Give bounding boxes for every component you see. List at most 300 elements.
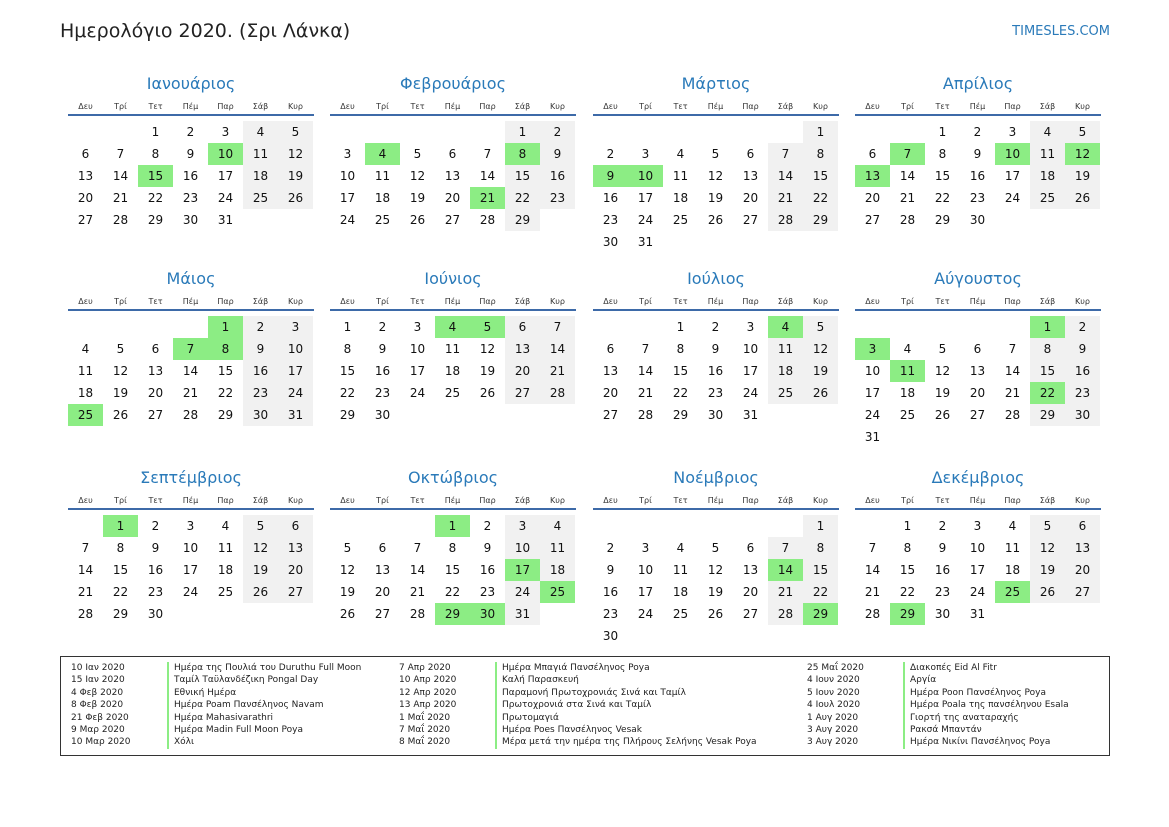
weekday-label: Σάβ bbox=[777, 101, 794, 111]
empty-cell bbox=[995, 603, 1030, 625]
day-cell: 17 bbox=[864, 386, 881, 400]
day-cell: 14 bbox=[409, 563, 426, 577]
day-cell: 11 bbox=[1030, 143, 1065, 165]
month-name: Ιούνιος bbox=[424, 269, 482, 288]
holiday-name: Καλή Παρασκευή bbox=[495, 674, 579, 686]
page-title: Ημερολόγιο 2020. (Σρι Λάνκα) bbox=[60, 20, 351, 42]
day-cell: 14 bbox=[1004, 364, 1021, 378]
day-cell: 15 bbox=[803, 559, 838, 581]
day-cell: 28 bbox=[540, 382, 575, 404]
week-row bbox=[855, 603, 1101, 625]
weekday-label: Σάβ bbox=[514, 495, 531, 505]
day-cell: 23 bbox=[602, 213, 619, 227]
day-cell: 19 bbox=[707, 191, 724, 205]
day-cell: 18 bbox=[77, 386, 94, 400]
empty-cell bbox=[1030, 603, 1065, 625]
holiday-date: 9 Μαρ 2020 bbox=[71, 724, 125, 735]
day-cell: 9 bbox=[1065, 338, 1100, 360]
day-cell: 12 bbox=[707, 169, 724, 183]
month-block bbox=[593, 73, 839, 253]
day-cell: 30 bbox=[182, 213, 199, 227]
month-block bbox=[68, 268, 314, 426]
day-cell: 20 bbox=[505, 360, 540, 382]
day-cell: 13 bbox=[742, 169, 759, 183]
weekday-label: Πέμ bbox=[182, 495, 199, 505]
day-cell: 14 bbox=[182, 364, 199, 378]
day-cell: 29 bbox=[147, 213, 164, 227]
day-cell: 10 bbox=[864, 364, 881, 378]
day-cell: 28 bbox=[768, 603, 803, 625]
holiday-name: Αργία bbox=[903, 674, 936, 686]
day-cell: 18 bbox=[768, 360, 803, 382]
day-cell: 28 bbox=[768, 209, 803, 231]
day-cell: 22 bbox=[934, 191, 951, 205]
day-cell: 15 bbox=[217, 364, 234, 378]
day-cell: 10 bbox=[409, 342, 426, 356]
weekday-header bbox=[593, 293, 839, 311]
weekday-label: Πέμ bbox=[707, 101, 724, 111]
weekday-label: Δευ bbox=[78, 101, 93, 111]
empty-cell bbox=[593, 515, 628, 537]
weekday-label: Κυρ bbox=[550, 101, 565, 111]
day-cell: 29 bbox=[803, 209, 838, 231]
day-cell: 6 bbox=[278, 515, 313, 537]
day-cell: 26 bbox=[1030, 581, 1065, 603]
weekday-label: Τρί bbox=[901, 296, 914, 306]
day-cell: 14 bbox=[768, 165, 803, 187]
weekday-header bbox=[68, 492, 314, 510]
day-cell: 18 bbox=[444, 364, 461, 378]
empty-cell bbox=[278, 209, 313, 231]
holiday-date: 4 Ιουν 2020 bbox=[807, 675, 860, 686]
day-cell: 22 bbox=[444, 585, 461, 599]
empty-cell bbox=[733, 121, 768, 143]
day-cell: 23 bbox=[602, 607, 619, 621]
week-row bbox=[593, 316, 839, 338]
day-cell: 21 bbox=[637, 386, 654, 400]
day-cell: 23 bbox=[182, 191, 199, 205]
month-block bbox=[68, 73, 314, 231]
day-cell: 2 bbox=[1065, 316, 1100, 338]
weekday-label: Δευ bbox=[865, 296, 880, 306]
weekday-label: Πέμ bbox=[707, 296, 724, 306]
day-cell: 26 bbox=[479, 386, 496, 400]
day-grid bbox=[68, 311, 314, 426]
day-cell: 14 bbox=[637, 364, 654, 378]
day-cell: 17 bbox=[339, 191, 356, 205]
day-cell: 29 bbox=[435, 603, 470, 625]
day-cell: 1 bbox=[803, 515, 838, 537]
week-row bbox=[855, 581, 1101, 603]
empty-cell bbox=[890, 426, 925, 448]
day-cell: 17 bbox=[505, 559, 540, 581]
day-cell: 17 bbox=[278, 360, 313, 382]
day-cell: 11 bbox=[768, 338, 803, 360]
day-cell: 27 bbox=[969, 408, 986, 422]
day-cell: 19 bbox=[1065, 165, 1100, 187]
day-cell: 28 bbox=[899, 213, 916, 227]
empty-cell bbox=[925, 426, 960, 448]
holiday-name: Ημέρα Poala της πανσέληνου Esala bbox=[903, 699, 1069, 711]
empty-cell bbox=[330, 121, 365, 143]
month-name: Ιανουάριος bbox=[146, 74, 236, 93]
day-cell: 27 bbox=[505, 382, 540, 404]
site-link[interactable]: TIMESLES.COM bbox=[1012, 24, 1110, 39]
day-cell: 29 bbox=[505, 209, 540, 231]
day-cell: 14 bbox=[77, 563, 94, 577]
day-cell: 18 bbox=[374, 191, 391, 205]
day-cell: 9 bbox=[606, 563, 615, 577]
day-cell: 5 bbox=[803, 316, 838, 338]
month-name: Φεβρουάριος bbox=[400, 74, 506, 93]
day-cell: 28 bbox=[409, 607, 426, 621]
day-cell: 17 bbox=[742, 364, 759, 378]
day-cell: 6 bbox=[151, 342, 160, 356]
empty-cell bbox=[925, 316, 960, 338]
day-cell: 13 bbox=[444, 169, 461, 183]
empty-cell bbox=[365, 121, 400, 143]
empty-cell bbox=[278, 603, 313, 625]
day-cell: 23 bbox=[243, 382, 278, 404]
day-cell: 20 bbox=[77, 191, 94, 205]
day-cell: 16 bbox=[182, 169, 199, 183]
legend-row bbox=[797, 724, 1069, 736]
week-row bbox=[593, 338, 839, 360]
week-row bbox=[68, 360, 314, 382]
weekday-label: Παρ bbox=[1004, 101, 1021, 111]
weekday-label: Πέμ bbox=[182, 296, 199, 306]
day-grid bbox=[593, 116, 839, 253]
day-cell: 22 bbox=[803, 187, 838, 209]
day-cell: 2 bbox=[243, 316, 278, 338]
week-row bbox=[330, 165, 576, 187]
weekday-label: Τρί bbox=[639, 101, 652, 111]
day-cell: 31 bbox=[637, 235, 654, 249]
day-cell: 27 bbox=[374, 607, 391, 621]
empty-cell bbox=[768, 625, 803, 647]
day-cell: 22 bbox=[899, 585, 916, 599]
weekday-label: Κυρ bbox=[813, 495, 828, 505]
month-block bbox=[330, 73, 576, 231]
month-block bbox=[593, 268, 839, 426]
weekday-label: Τετ bbox=[935, 495, 950, 505]
day-cell: 14 bbox=[479, 169, 496, 183]
month-block bbox=[330, 467, 576, 625]
empty-cell bbox=[960, 426, 995, 448]
day-cell: 24 bbox=[742, 386, 759, 400]
empty-cell bbox=[855, 121, 890, 143]
day-cell: 28 bbox=[112, 213, 129, 227]
legend-row bbox=[61, 674, 361, 686]
day-cell: 7 bbox=[540, 316, 575, 338]
day-grid bbox=[330, 311, 576, 426]
day-cell: 6 bbox=[505, 316, 540, 338]
day-cell: 2 bbox=[606, 147, 615, 161]
empty-cell bbox=[68, 316, 103, 338]
weekday-label: Δευ bbox=[340, 296, 355, 306]
day-cell: 6 bbox=[606, 342, 615, 356]
day-cell: 15 bbox=[112, 563, 129, 577]
holiday-name: Πρωτοχρονιά στα Σινά και Ταμίλ bbox=[495, 699, 651, 711]
day-cell: 15 bbox=[505, 165, 540, 187]
weekday-label: Σάβ bbox=[252, 101, 269, 111]
holiday-name: Ημέρα Mahasivarathri bbox=[167, 712, 273, 724]
day-cell: 8 bbox=[116, 541, 125, 555]
holiday-name: Διακοπές Eid Al Fitr bbox=[903, 662, 997, 674]
holiday-date: 7 Απρ 2020 bbox=[399, 663, 451, 673]
day-cell: 2 bbox=[973, 125, 982, 139]
week-row bbox=[855, 537, 1101, 559]
day-cell: 14 bbox=[540, 338, 575, 360]
day-cell: 3 bbox=[186, 519, 195, 533]
weekday-label: Παρ bbox=[479, 495, 496, 505]
weekday-label: Τετ bbox=[410, 101, 425, 111]
day-cell: 22 bbox=[112, 585, 129, 599]
holiday-date: 15 Ιαν 2020 bbox=[71, 675, 125, 686]
weekday-label: Σάβ bbox=[252, 495, 269, 505]
day-cell: 3 bbox=[641, 147, 650, 161]
day-cell: 29 bbox=[217, 408, 234, 422]
empty-cell bbox=[855, 515, 890, 537]
day-cell: 23 bbox=[374, 386, 391, 400]
day-cell: 31 bbox=[278, 404, 313, 426]
day-cell: 7 bbox=[768, 537, 803, 559]
day-cell: 8 bbox=[448, 541, 457, 555]
weekday-label: Δευ bbox=[603, 495, 618, 505]
weekday-label: Τετ bbox=[410, 296, 425, 306]
weekday-label: Τετ bbox=[148, 495, 163, 505]
day-cell: 22 bbox=[147, 191, 164, 205]
day-cell: 3 bbox=[343, 147, 352, 161]
day-cell: 7 bbox=[868, 541, 877, 555]
day-cell: 18 bbox=[899, 386, 916, 400]
day-cell: 11 bbox=[540, 537, 575, 559]
day-cell: 9 bbox=[378, 342, 387, 356]
day-cell: 7 bbox=[768, 143, 803, 165]
day-cell: 19 bbox=[479, 364, 496, 378]
month-name: Δεκέμβριος bbox=[931, 468, 1025, 487]
empty-cell bbox=[768, 231, 803, 253]
day-cell: 4 bbox=[81, 342, 90, 356]
day-cell: 17 bbox=[1004, 169, 1021, 183]
day-cell: 4 bbox=[768, 316, 803, 338]
day-cell: 17 bbox=[182, 563, 199, 577]
day-cell: 27 bbox=[77, 213, 94, 227]
weekday-label: Κυρ bbox=[288, 101, 303, 111]
week-row bbox=[855, 360, 1101, 382]
month-block bbox=[855, 268, 1101, 448]
day-cell: 26 bbox=[112, 408, 129, 422]
day-cell: 11 bbox=[77, 364, 94, 378]
day-cell: 4 bbox=[676, 147, 685, 161]
day-cell: 27 bbox=[278, 581, 313, 603]
day-cell: 29 bbox=[934, 213, 951, 227]
week-row bbox=[330, 338, 576, 360]
empty-cell bbox=[1030, 426, 1065, 448]
day-grid bbox=[330, 116, 576, 231]
day-cell: 12 bbox=[1065, 143, 1100, 165]
day-cell: 13 bbox=[77, 169, 94, 183]
weekday-label: Δευ bbox=[865, 495, 880, 505]
day-cell: 16 bbox=[602, 585, 619, 599]
month-name: Σεπτέμβριος bbox=[140, 468, 242, 487]
week-row bbox=[68, 165, 314, 187]
day-cell: 15 bbox=[138, 165, 173, 187]
empty-cell bbox=[733, 625, 768, 647]
legend-row bbox=[389, 674, 757, 686]
empty-cell bbox=[1065, 603, 1100, 625]
day-cell: 16 bbox=[707, 364, 724, 378]
weekday-label: Παρ bbox=[742, 495, 759, 505]
weekday-label: Κυρ bbox=[1075, 495, 1090, 505]
holiday-date: 12 Απρ 2020 bbox=[399, 687, 457, 698]
day-cell: 15 bbox=[339, 364, 356, 378]
day-cell: 22 bbox=[505, 187, 540, 209]
day-cell: 13 bbox=[147, 364, 164, 378]
weekday-header bbox=[330, 492, 576, 510]
day-cell: 2 bbox=[938, 519, 947, 533]
week-row bbox=[330, 382, 576, 404]
day-cell: 19 bbox=[707, 585, 724, 599]
day-cell: 24 bbox=[1004, 191, 1021, 205]
day-cell: 29 bbox=[890, 603, 925, 625]
empty-cell bbox=[505, 404, 540, 426]
day-cell: 15 bbox=[934, 169, 951, 183]
empty-cell bbox=[365, 515, 400, 537]
empty-cell bbox=[768, 121, 803, 143]
empty-cell bbox=[208, 603, 243, 625]
day-cell: 10 bbox=[208, 143, 243, 165]
day-cell: 30 bbox=[147, 607, 164, 621]
week-row bbox=[855, 426, 1101, 448]
legend-row bbox=[389, 736, 757, 748]
day-cell: 11 bbox=[243, 143, 278, 165]
holiday-date: 4 Φεβ 2020 bbox=[71, 687, 124, 698]
day-cell: 19 bbox=[934, 386, 951, 400]
empty-cell bbox=[540, 209, 575, 231]
day-cell: 6 bbox=[378, 541, 387, 555]
day-cell: 21 bbox=[864, 585, 881, 599]
empty-cell bbox=[663, 625, 698, 647]
week-row bbox=[68, 121, 314, 143]
day-cell: 18 bbox=[540, 559, 575, 581]
weekday-header bbox=[330, 293, 576, 311]
day-cell: 1 bbox=[903, 519, 912, 533]
day-cell: 22 bbox=[339, 386, 356, 400]
day-cell: 31 bbox=[505, 603, 540, 625]
day-cell: 5 bbox=[1030, 515, 1065, 537]
day-cell: 20 bbox=[374, 585, 391, 599]
weekday-label: Κυρ bbox=[813, 101, 828, 111]
day-cell: 4 bbox=[221, 519, 230, 533]
week-row bbox=[68, 581, 314, 603]
day-cell: 19 bbox=[243, 559, 278, 581]
day-cell: 25 bbox=[243, 187, 278, 209]
day-cell: 21 bbox=[409, 585, 426, 599]
legend-row bbox=[389, 662, 757, 674]
weekday-label: Δευ bbox=[865, 101, 880, 111]
week-row bbox=[330, 187, 576, 209]
day-cell: 7 bbox=[116, 147, 125, 161]
day-cell: 12 bbox=[1030, 537, 1065, 559]
day-cell: 24 bbox=[217, 191, 234, 205]
day-cell: 5 bbox=[711, 541, 720, 555]
day-cell: 30 bbox=[243, 404, 278, 426]
day-cell: 21 bbox=[768, 581, 803, 603]
day-cell: 25 bbox=[444, 386, 461, 400]
holiday-date: 10 Ιαν 2020 bbox=[71, 663, 125, 673]
weekday-label: Τρί bbox=[901, 101, 914, 111]
day-cell: 15 bbox=[1030, 360, 1065, 382]
week-row bbox=[593, 537, 839, 559]
weekday-label: Σάβ bbox=[1039, 296, 1056, 306]
week-row bbox=[593, 625, 839, 647]
empty-cell bbox=[628, 316, 663, 338]
day-cell: 4 bbox=[540, 515, 575, 537]
empty-cell bbox=[628, 121, 663, 143]
day-cell: 3 bbox=[413, 320, 422, 334]
day-cell: 3 bbox=[855, 338, 890, 360]
day-cell: 1 bbox=[208, 316, 243, 338]
empty-cell bbox=[173, 603, 208, 625]
week-row bbox=[330, 143, 576, 165]
legend-row bbox=[797, 736, 1069, 748]
day-cell: 10 bbox=[182, 541, 199, 555]
day-cell: 29 bbox=[339, 408, 356, 422]
week-row bbox=[330, 404, 576, 426]
day-cell: 26 bbox=[707, 213, 724, 227]
week-row bbox=[68, 559, 314, 581]
day-cell: 4 bbox=[243, 121, 278, 143]
day-cell: 25 bbox=[68, 404, 103, 426]
day-cell: 9 bbox=[483, 541, 492, 555]
day-cell: 12 bbox=[243, 537, 278, 559]
day-cell: 2 bbox=[151, 519, 160, 533]
empty-cell bbox=[698, 625, 733, 647]
week-row bbox=[330, 581, 576, 603]
empty-cell bbox=[995, 209, 1030, 231]
empty-cell bbox=[628, 625, 663, 647]
empty-cell bbox=[173, 316, 208, 338]
day-grid bbox=[593, 510, 839, 647]
day-cell: 2 bbox=[606, 541, 615, 555]
empty-cell bbox=[768, 515, 803, 537]
legend-column-3 bbox=[797, 662, 1069, 749]
day-cell: 20 bbox=[602, 386, 619, 400]
day-cell: 30 bbox=[470, 603, 505, 625]
holiday-name: Χόλι bbox=[167, 736, 194, 748]
week-row bbox=[593, 603, 839, 625]
empty-cell bbox=[890, 121, 925, 143]
month-block bbox=[855, 467, 1101, 625]
day-cell: 6 bbox=[448, 147, 457, 161]
day-cell: 16 bbox=[540, 165, 575, 187]
week-row bbox=[330, 559, 576, 581]
weekday-label: Σάβ bbox=[1039, 495, 1056, 505]
day-cell: 8 bbox=[1030, 338, 1065, 360]
day-cell: 12 bbox=[409, 169, 426, 183]
day-grid bbox=[855, 311, 1101, 448]
legend-row bbox=[389, 724, 757, 736]
day-cell: 11 bbox=[890, 360, 925, 382]
day-cell: 4 bbox=[1008, 519, 1017, 533]
day-cell: 31 bbox=[742, 408, 759, 422]
weekday-label: Πέμ bbox=[444, 296, 461, 306]
day-cell: 11 bbox=[672, 169, 689, 183]
week-row bbox=[593, 143, 839, 165]
weekday-label: Πέμ bbox=[182, 101, 199, 111]
day-cell: 26 bbox=[934, 408, 951, 422]
